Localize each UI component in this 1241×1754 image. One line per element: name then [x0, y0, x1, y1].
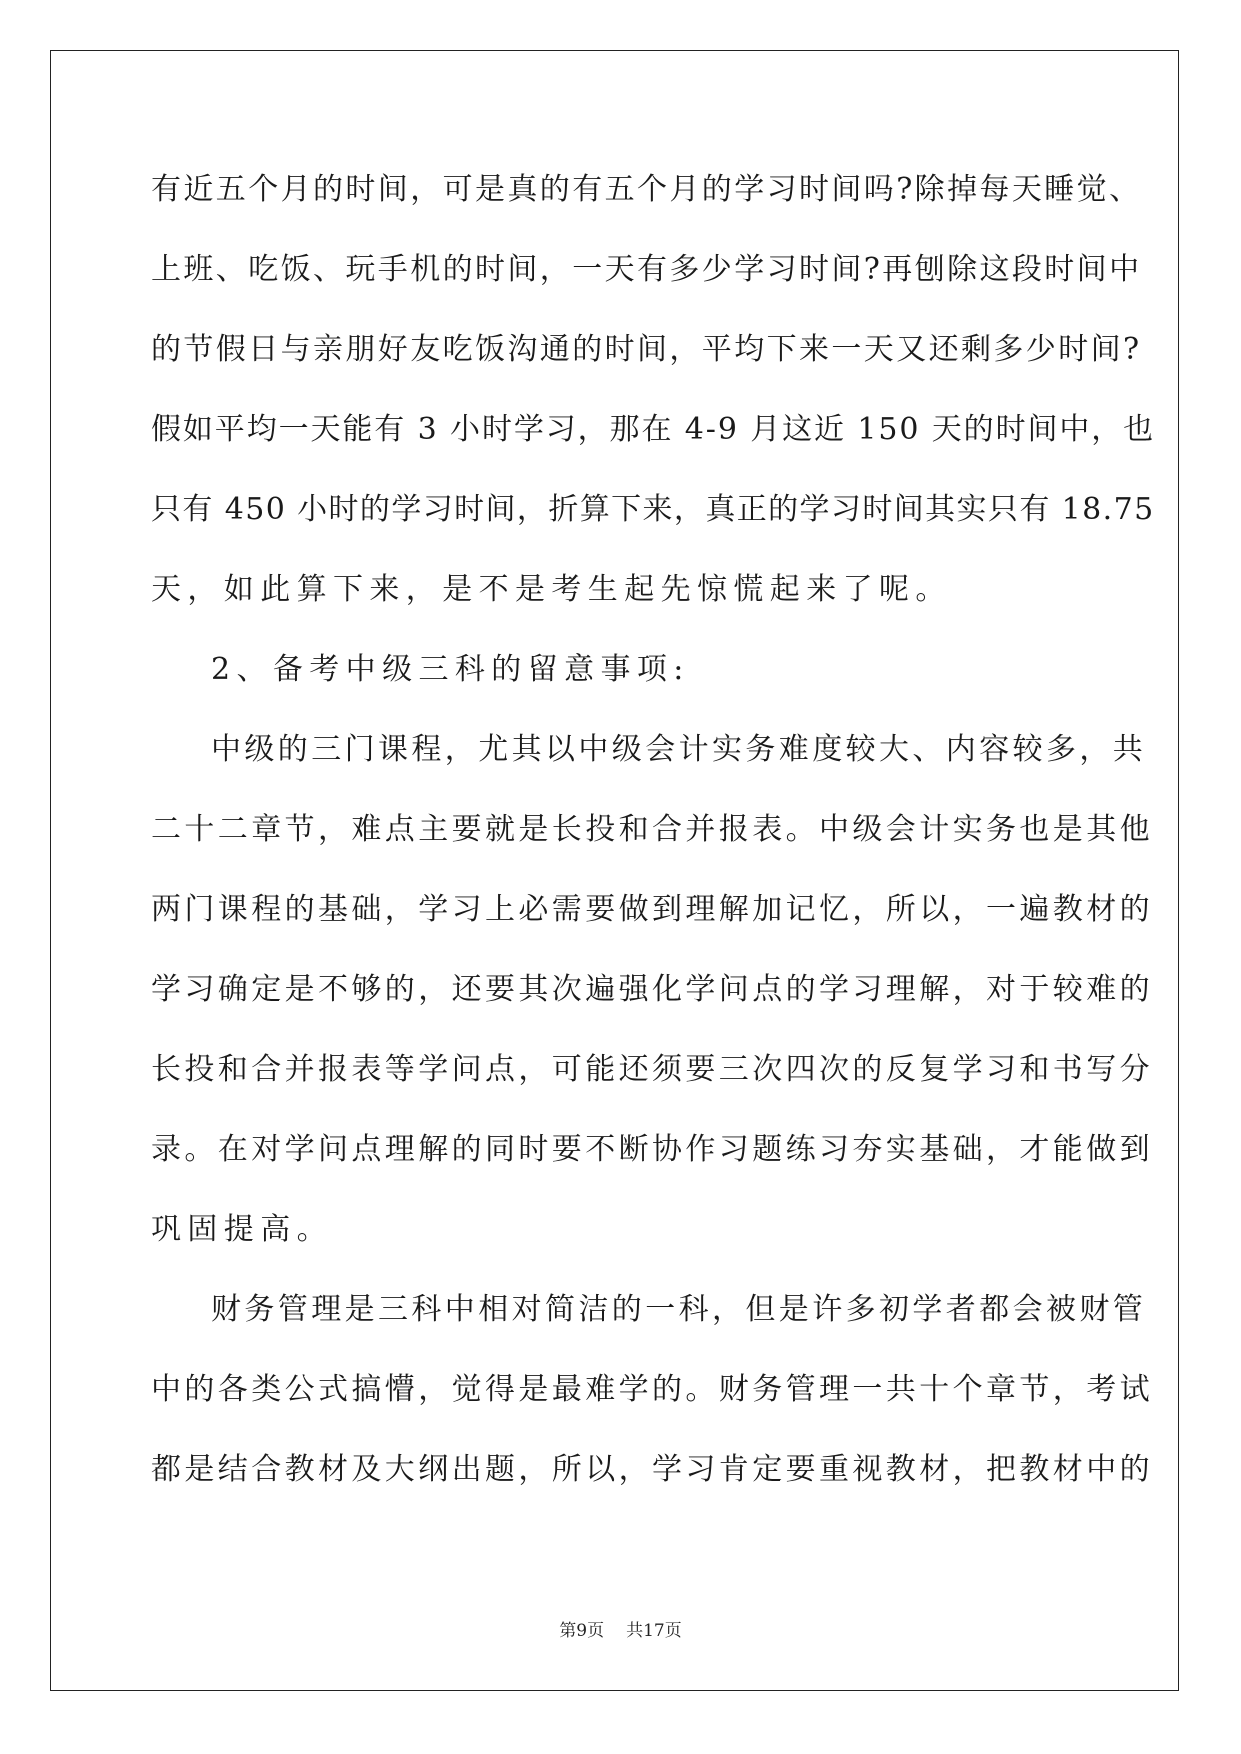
text-line: 二十二章节，难点主要就是长投和合并报表。中级会计实务也是其他 — [151, 812, 1153, 847]
text-line: 财务管理是三科中相对简洁的一科，但是许多初学者都会被财管 — [211, 1292, 1147, 1327]
page-border — [50, 50, 1179, 1691]
text-line: 录。在对学问点理解的同时要不断协作习题练习夯实基础，才能做到 — [151, 1132, 1153, 1167]
text-line: 长投和合并报表等学问点，可能还须要三次四次的反复学习和书写分 — [151, 1052, 1153, 1087]
text-line: 巩固提高。 — [151, 1212, 333, 1247]
text-line: 假如平均一天能有 3 小时学习，那在 4-9 月这近 150 天的时间中，也 — [151, 412, 1156, 447]
text-line: 只有 450 小时的学习时间，折算下来，真正的学习时间其实只有 18.75 — [151, 492, 1155, 527]
page-number-current: 第9页 — [559, 1621, 605, 1641]
text-line: 中级的三门课程，尤其以中级会计实务难度较大、内容较多，共 — [211, 732, 1147, 767]
text-line: 两门课程的基础，学习上必需要做到理解加记忆，所以，一遍教材的 — [151, 892, 1153, 927]
text-line: 天，如此算下来，是不是考生起先惊慌起来了呢。 — [151, 572, 952, 607]
section-heading: 2、备考中级三科的留意事项: — [211, 652, 690, 687]
text-line: 都是结合教材及大纲出题，所以，学习肯定要重视教材，把教材中的 — [151, 1452, 1153, 1487]
text-line: 有近五个月的时间，可是真的有五个月的学习时间吗?除掉每天睡觉、 — [151, 172, 1142, 207]
text-line: 中的各类公式搞懵，觉得是最难学的。财务管理一共十个章节，考试 — [151, 1372, 1153, 1407]
page-number-total: 共17页 — [626, 1621, 682, 1641]
text-line: 学习确定是不够的，还要其次遍强化学问点的学习理解，对于较难的 — [151, 972, 1153, 1007]
page-footer — [0, 1616, 1241, 1641]
text-line: 的节假日与亲朋好友吃饭沟通的时间，平均下来一天又还剩多少时间? — [151, 332, 1142, 367]
text-line: 上班、吃饭、玩手机的时间，一天有多少学习时间?再刨除这段时间中 — [151, 252, 1142, 287]
